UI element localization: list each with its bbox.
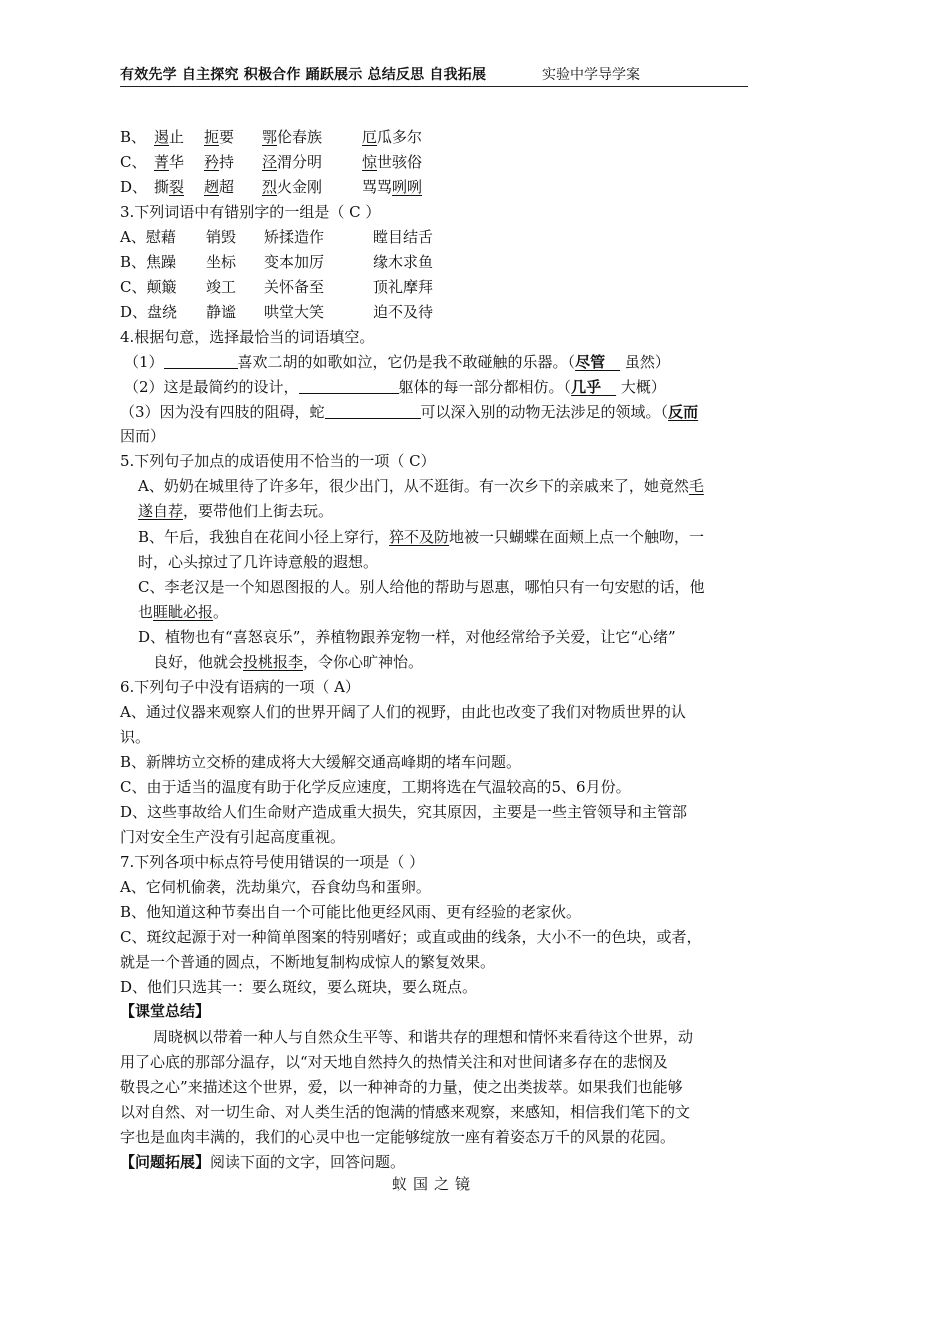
q5-option-a-line1: A、奶奶在城里待了许多年，很少出门，从不逛街。有一次乡下的亲戚来了，她竟然毛: [138, 477, 704, 495]
q4-blank-3[interactable]: [325, 402, 421, 419]
q7-option-c-line2: 就是一个普通的圆点，不断地复制构成惊人的繁复效果。: [120, 953, 496, 971]
q6-stem: 6.下列句子中没有语病的一项（ A）: [120, 678, 360, 696]
q5-stem: 5.下列句子加点的成语使用不恰当的一项（ C）: [120, 452, 436, 470]
extension-heading: 【问题拓展】: [120, 1153, 211, 1171]
summary-line-2: 用了心底的那部分温存，以“对天地自然持久的热情关注和对世间诸多存在的悲悯及: [120, 1053, 668, 1071]
summary-line-1: 周晓枫以带着一种人与自然众生平等、和谐共存的理想和情怀来看待这个世界，动: [153, 1028, 694, 1046]
q2-option-b: B、 遏止 扼要 鄂伦春族 厄瓜多尔: [120, 128, 423, 146]
summary-heading: 【课堂总结】: [120, 1002, 211, 1020]
q2-option-c: C、 菁华 矜持 泾渭分明 惊世骇俗: [120, 153, 423, 171]
q3-option-d: D、盘绕 静谧 哄堂大笑 迫不及待: [120, 303, 434, 321]
q5-option-c-line2: 也睚眦必报。: [138, 603, 229, 621]
summary-line-3: 敬畏之心”来描述这个世界，爱，以一种神奇的力量，使之出类拔萃。如果我们也能够: [120, 1078, 683, 1096]
q6-option-c: C、由于适当的温度有助于化学反应速度，工期将选在气温较高的5、6月份。: [120, 778, 631, 796]
q3-option-a: A、慰藉 销毁 矫揉造作 瞠目结舌: [120, 228, 434, 246]
extension-line: 【问题拓展】阅读下面的文字，回答问题。: [120, 1153, 406, 1171]
passage-title: 蚁国之镜: [391, 1175, 476, 1193]
q5-option-c-line1: C、李老汉是一个知恩图报的人。别人给他的帮助与恩惠，哪怕只有一句安慰的话，他: [138, 578, 705, 596]
q7-option-a: A、它伺机偷袭，洗劫巢穴，吞食幼鸟和蛋卵。: [120, 878, 431, 896]
q4-stem: 4.根据句意，选择最恰当的词语填空。: [120, 328, 375, 346]
header-school: 实验中学导学案: [542, 67, 640, 83]
q6-option-a-line1: A、通过仪器来观察人们的世界开阔了人们的视野，由此也改变了我们对物质世界的认: [120, 703, 686, 721]
header-motto: 有效先学 自主探究 积极合作 踊跃展示 总结反思 自我拓展: [120, 67, 487, 83]
q6-option-d-line1: D、这些事故给人们生命财产造成重大损失，究其原因，主要是一些主管领导和主管部: [120, 803, 688, 821]
q7-option-d: D、他们只选其一：要么斑纹，要么斑块，要么斑点。: [120, 978, 478, 996]
q7-stem: 7.下列各项中标点符号使用错误的一项是（ ）: [120, 853, 425, 871]
q2-option-d: D、 撕裂 趔超 烈火金刚 骂骂咧咧: [120, 178, 423, 196]
q5-option-b-line1: B、午后，我独自在花间小径上穿行，猝不及防地被一只蝴蝶在面颊上点一个触吻，一: [138, 528, 705, 546]
q4-blank-2[interactable]: [299, 377, 399, 394]
q4-sentence-3: （3）因为没有四肢的阻碍，蛇 可以深入别的动物无法涉足的领域。（反而: [120, 403, 699, 421]
summary-line-5: 字也是血肉丰满的，我们的心灵中也一定能够绽放一座有着姿态万千的风景的花园。: [120, 1128, 676, 1146]
q3-option-c: C、颠簸 竣工 关怀备至 顶礼摩拜: [120, 278, 434, 296]
q4-blank-1[interactable]: [164, 352, 238, 369]
q4-sentence-2: （2）这是最简约的设计， 躯体的每一部分都相仿。（几乎 大概）: [124, 378, 666, 396]
q3-stem: 3.下列词语中有错别字的一组是（ C ）: [120, 203, 381, 221]
summary-line-4: 以对自然、对一切生命、对人类生活的饱满的情感来观察，来感知，相信我们笔下的文: [120, 1103, 691, 1121]
q4-sentence-3-tail: 因而）: [120, 427, 166, 445]
q6-option-d-line2: 门对安全生产没有引起高度重视。: [120, 828, 346, 846]
page-header: [120, 64, 748, 87]
q4-sentence-1: （1） 喜欢二胡的如歌如泣，它仍是我不敢碰触的乐器。（尽管 虽然）: [124, 353, 670, 371]
q5-option-b-line2: 时，心头掠过了几许诗意般的遐想。: [138, 553, 379, 571]
q7-option-c-line1: C、斑纹起源于对一种简单图案的特别嗜好；或直或曲的线条，大小不一的色块，或者，: [120, 928, 702, 946]
q6-option-a-line2: 识。: [120, 728, 151, 746]
q5-option-d-line1: D、植物也有“喜怒哀乐”，养植物跟养宠物一样，对他经常给予关爱，让它“心绪”: [138, 628, 676, 646]
q3-option-b: B、焦躁 坐标 变本加厉 缘木求鱼: [120, 253, 434, 271]
q5-option-a-line2: 遂自荐，要带他们上街去玩。: [138, 502, 334, 520]
q6-option-b: B、新牌坊立交桥的建成将大大缓解交通高峰期的堵车问题。: [120, 753, 522, 771]
q7-option-b: B、他知道这种节奏出自一个可能比他更经风雨、更有经验的老家伙。: [120, 903, 582, 921]
q5-option-d-line2: 良好，他就会投桃报李，令你心旷神怡。: [153, 653, 424, 671]
